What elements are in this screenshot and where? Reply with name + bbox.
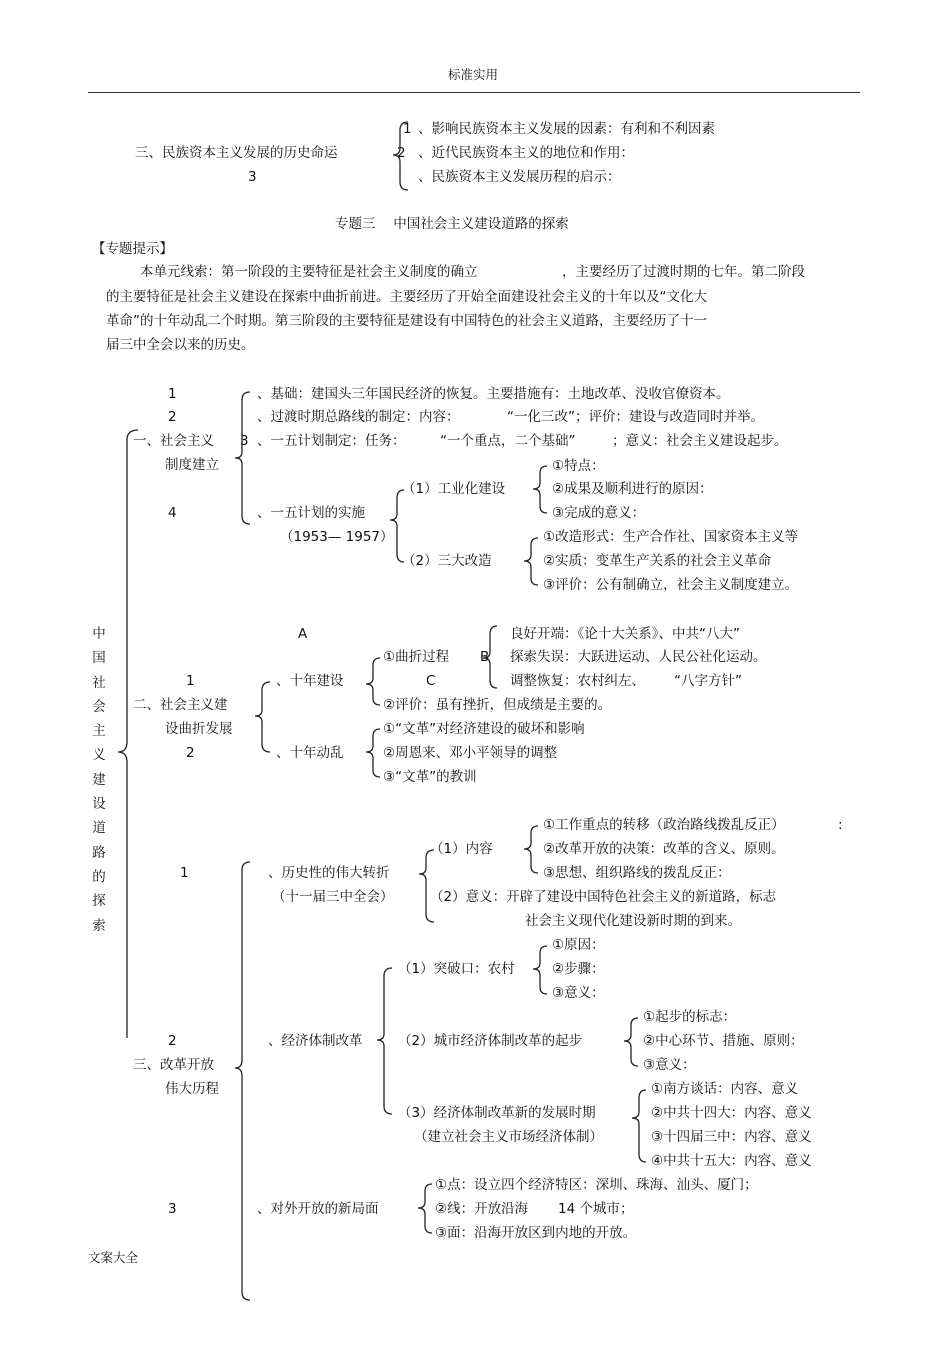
brace-industrialization (533, 466, 547, 513)
rural-3: ③意义： (552, 985, 605, 1001)
part3-n1: 1 (180, 865, 189, 881)
part1-n1: 1 (168, 386, 177, 402)
opening-1: ①点：设立四个经济特区：深圳、珠海、汕头、厦门； (435, 1177, 758, 1193)
opening-2a: ②线：开放沿海 (435, 1201, 529, 1217)
topic-title: 专题三 中国社会主义建设道路的探索 (335, 216, 569, 232)
twist-process: ①曲折过程 (383, 649, 450, 665)
prev-section-title: 三、民族资本主义发展的历史命运 (135, 145, 338, 161)
brace-three-reforms (524, 538, 538, 585)
turn-content-2: ②改革开放的决策：改革的含义、原则。 (543, 841, 785, 857)
part1-item-3a: 、一五计划制定：任务： (257, 433, 406, 449)
economic-reform: 、经济体制改革 (268, 1033, 363, 1049)
new-period-1: ①南方谈话：内容、意义 (651, 1081, 799, 1097)
part1-label-a: 一、社会主义 (133, 433, 214, 449)
part1-item-3b: “一个重点，二个基础” (440, 433, 576, 449)
turn-content-1: ①工作重点的转移（政治路线拨乱反正） (543, 817, 785, 833)
part2-n2: 2 (186, 745, 195, 761)
part1-item-1: 、基础：建国头三年国民经济的恢复。主要措施有：土地改革、没收官僚资本。 (257, 386, 730, 402)
root-char: 索 (92, 917, 106, 934)
great-turn-b: （十一届三中全会） (272, 889, 394, 905)
exploration-error: 探索失误：大跃进运动、人民公社化运动。 (510, 649, 767, 665)
root-char: 路 (92, 844, 106, 861)
prev-n1: 1 (403, 121, 412, 137)
rural-1: ①原因： (552, 937, 605, 953)
industrialization-1: ①特点： (552, 458, 605, 474)
ten-year-construction: 、十年建设 (276, 673, 344, 689)
chaos-2: ②周恩来、邓小平领导的调整 (383, 745, 558, 761)
tips-line-1b: ，主要经历了过渡时期的七年。第二阶段 (562, 264, 805, 280)
part3-label-a: 三、改革开放 (133, 1057, 214, 1073)
urban-3: ③意义： (643, 1057, 696, 1073)
part1-n3: 3 (240, 433, 249, 449)
industrialization-2: ②成果及顺利进行的原因： (552, 481, 713, 497)
brace-part2 (255, 682, 270, 752)
reform-1: ①改造形式：生产合作社、国家资本主义等 (543, 529, 799, 545)
brace-part1 (235, 392, 250, 524)
part2-label-b: 设曲折发展 (165, 721, 233, 737)
chaos-3: ③“文革”的教训 (383, 769, 477, 785)
page-header: 标准实用 (448, 67, 499, 82)
header-rule (88, 92, 860, 93)
turn-meaning-b: 社会主义现代化建设新时期的到来。 (525, 913, 741, 929)
urban-2: ②中心环节、措施、原则： (643, 1033, 804, 1049)
root-char: 国 (92, 650, 106, 667)
reform-label: （2）三大改造 (402, 553, 492, 569)
new-period-4: ④中共十五大：内容、意义 (651, 1153, 812, 1169)
turn-meaning-a: （2）意义：开辟了建设中国特色社会主义的新道路，标志 (430, 889, 777, 905)
turn-content-1-colon: : (838, 817, 843, 833)
brace-economic-reform (377, 968, 392, 1114)
mark-c: C (426, 673, 436, 689)
mark-a: A (298, 626, 308, 642)
prev-item-3: 、民族资本主义发展历程的启示： (418, 169, 621, 185)
chaos-1: ①“文革”对经济建设的破坏和影响 (383, 721, 585, 737)
root-char: 的 (92, 868, 106, 885)
part1-item-3c: ；意义：社会主义建设起步。 (612, 433, 788, 449)
great-turn-a: 、历史性的伟大转折 (268, 865, 390, 881)
opening-2b: 14 个城市； (558, 1201, 634, 1217)
part2-label-a: 二、社会主义建 (133, 697, 228, 713)
new-period-3: ③十四届三中：内容、意义 (651, 1129, 812, 1145)
part1-n2: 2 (168, 409, 177, 425)
brace-ten-chaos (366, 729, 380, 777)
brace-root (118, 430, 138, 1038)
brace-new-period (632, 1090, 646, 1162)
part3-label-b: 伟大历程 (165, 1081, 219, 1097)
tips-label: 【专题提示】 (92, 241, 173, 257)
turn-content-label: （1）内容 (430, 841, 493, 857)
tips-line-1a: 本单元线索：第一阶段的主要特征是社会主义制度的确立 (140, 264, 478, 280)
reform-3: ③评价：公有制确立，社会主义制度建立。 (543, 577, 799, 593)
tips-line-4: 届三中全会以来的历史。 (106, 337, 255, 353)
part2-n1: 1 (186, 673, 195, 689)
brace-opening (418, 1184, 432, 1233)
part1-item-4b: （1953— 1957） (280, 529, 394, 545)
new-period-2: ②中共十四大：内容、意义 (651, 1105, 812, 1121)
root-label (90, 622, 108, 938)
rural-2: ②步骤： (552, 961, 605, 977)
root-char: 建 (92, 771, 106, 788)
prev-n2: 2 (397, 145, 406, 161)
brace-part3 (235, 862, 250, 1300)
adjust-b: “八字方针” (674, 673, 742, 689)
root-char: 义 (92, 747, 106, 764)
part2-evaluation: ②评价：虽有挫折，但成绩是主要的。 (383, 697, 612, 713)
brace-rural (533, 946, 547, 994)
industrialization-3: ③完成的意义： (552, 505, 646, 521)
ten-year-chaos: 、十年动乱 (276, 745, 344, 761)
rural-breakthrough: （1）突破口：农村 (398, 961, 515, 977)
opening-up: 、对外开放的新局面 (257, 1201, 379, 1217)
tips-line-3: 革命”的十年动乱二个时期。第三阶段的主要特征是建设有中国特色的社会主义道路，主要经历了十一 (106, 313, 707, 329)
part3-n2: 2 (168, 1033, 177, 1049)
tips-line-2: 的主要特征是社会主义建设在探索中曲折前进。主要经历了开始全面建设社会主义的十年以及“文化大 (106, 289, 707, 305)
root-char: 设 (92, 796, 106, 813)
opening-3: ③面：沿海开放区到内地的开放。 (435, 1225, 637, 1241)
urban-1: ①起步的标志： (643, 1009, 737, 1025)
part1-item-2a: 、过渡时期总路线的制定：内容： (257, 409, 460, 425)
part1-n4: 4 (168, 505, 177, 521)
good-start: 良好开端：《论十大关系》、中共“八大” (510, 626, 740, 642)
brace-urban (624, 1018, 638, 1066)
new-period-a: （3）经济体制改革新的发展时期 (398, 1105, 596, 1121)
part1-item-2b: “一化三改”；评价：建设与改造同时并举。 (507, 409, 764, 425)
brace-ten-build (366, 658, 380, 705)
industrialization-label: （1）工业化建设 (402, 481, 506, 497)
root-char: 道 (92, 820, 106, 837)
root-char: 社 (92, 674, 106, 691)
prev-item-1: 、影响民族资本主义发展的因素：有利和不利因素 (418, 121, 715, 137)
brace-turn-content (524, 826, 538, 873)
mark-b: B (480, 649, 490, 665)
reform-2: ②实质：变革生产关系的社会主义革命 (543, 553, 772, 569)
part3-n3: 3 (168, 1201, 177, 1217)
turn-content-3: ③思想、组织路线的拨乱反正： (543, 865, 731, 881)
new-period-b: （建立社会主义市场经济体制） (414, 1129, 603, 1145)
root-char: 中 (92, 626, 106, 642)
part1-label-b: 制度建立 (165, 457, 219, 473)
brace-great-turn (419, 850, 434, 922)
prev-section-num: 3 (248, 169, 257, 185)
part1-item-4a: 、一五计划的实施 (257, 505, 365, 521)
page-footer: 文案大全 (88, 1250, 139, 1265)
prev-item-2: 、近代民族资本主义的地位和作用： (418, 145, 634, 161)
root-char: 探 (92, 893, 106, 910)
root-char: 会 (92, 698, 106, 715)
root-char: 主 (92, 723, 106, 740)
adjust-a: 调整恢复：农村纠左、 (510, 673, 645, 689)
urban-reform: （2）城市经济体制改革的起步 (398, 1033, 583, 1049)
